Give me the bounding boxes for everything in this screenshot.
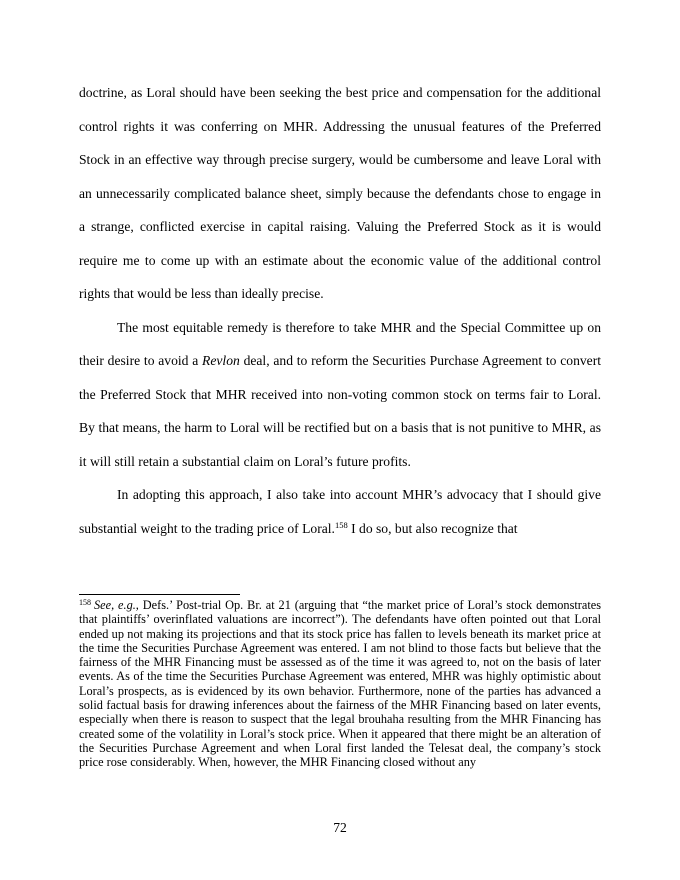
- paragraph-1: doctrine, as Loral should have been seeking the best price and compensation for the additional control rights it was conferring on MHR. Addressing the unusual features of the Preferred Stock in an effective way through precise surgery, would be cumbersome and leave Loral with an unnecessarily complicated balance sheet, simply because the defendants chose to engage in a strange, conflicted exercise in capital raising. Valuing the Preferred Stock as it is would require me to come up with an estimate about the economic value of the additional control rights that would be less than ideally precise.: [79, 85, 601, 301]
- case-name-italic: Revlon: [202, 353, 240, 368]
- paragraph-3: In adopting this approach, I also take into account MHR’s advocacy that I should give substantial weight to the trading price of Loral.$^{158}$ I do so, but also recognize that: [79, 487, 601, 536]
- body-text: [79, 76, 601, 545]
- footnote-number: 158: [79, 598, 91, 607]
- page-number: 72: [333, 820, 347, 835]
- footnote-divider: [79, 594, 240, 595]
- footnote-text: Defs.’ Post-trial Op. Br. at 21 (arguing that “the market price of Loral’s stock demonstrates that plaintiffs’ overinflated valuations are incorrect”). The defendants have often pointed out that Loral ended up not making its projections and that its stock price has fallen to levels beneath its market price at the time the Securities Purchase Agreement was entered. I am not blind to those facts but believe that the fairness of the MHR Financing must be assessed as of the time it was agreed to, not on the basis of later events. As of the time the Securities Purchase Agreement was entered, MHR was highly optimistic about Loral’s prospects, as is evidenced by its own behavior. Furthermore, none of the parties has advanced a solid factual basis for drawing inferences about the fairness of the MHR Financing based on later events, especially when there is reason to suspect that the legal brouhaha resulting from the MHR Financing has created some of the volatility in Loral’s stock price. When it appeared that there might be an alteration of the Securities Purchase Agreement and when Loral first landed the Telesat deal, the company’s stock price rose considerably. When, however, the MHR Financing closed without any: [79, 598, 601, 770]
- paragraph-2: The most equitable remedy is therefore to take MHR and the Special Committee up on their desire to avoid a Revlon deal, and to reform the Securities Purchase Agreement to convert the Preferred Stock that MHR received into non-voting common stock on terms fair to Loral. By that means, the harm to Loral will be rectified but on a basis that is not punitive to MHR, as it will still retain a substantial claim on Loral’s future profits.: [79, 319, 602, 469]
- footnote-158: [79, 598, 601, 770]
- footnote-reference[interactable]: 158: [334, 519, 348, 530]
- footnote-signal: See, e.g.,: [94, 598, 139, 612]
